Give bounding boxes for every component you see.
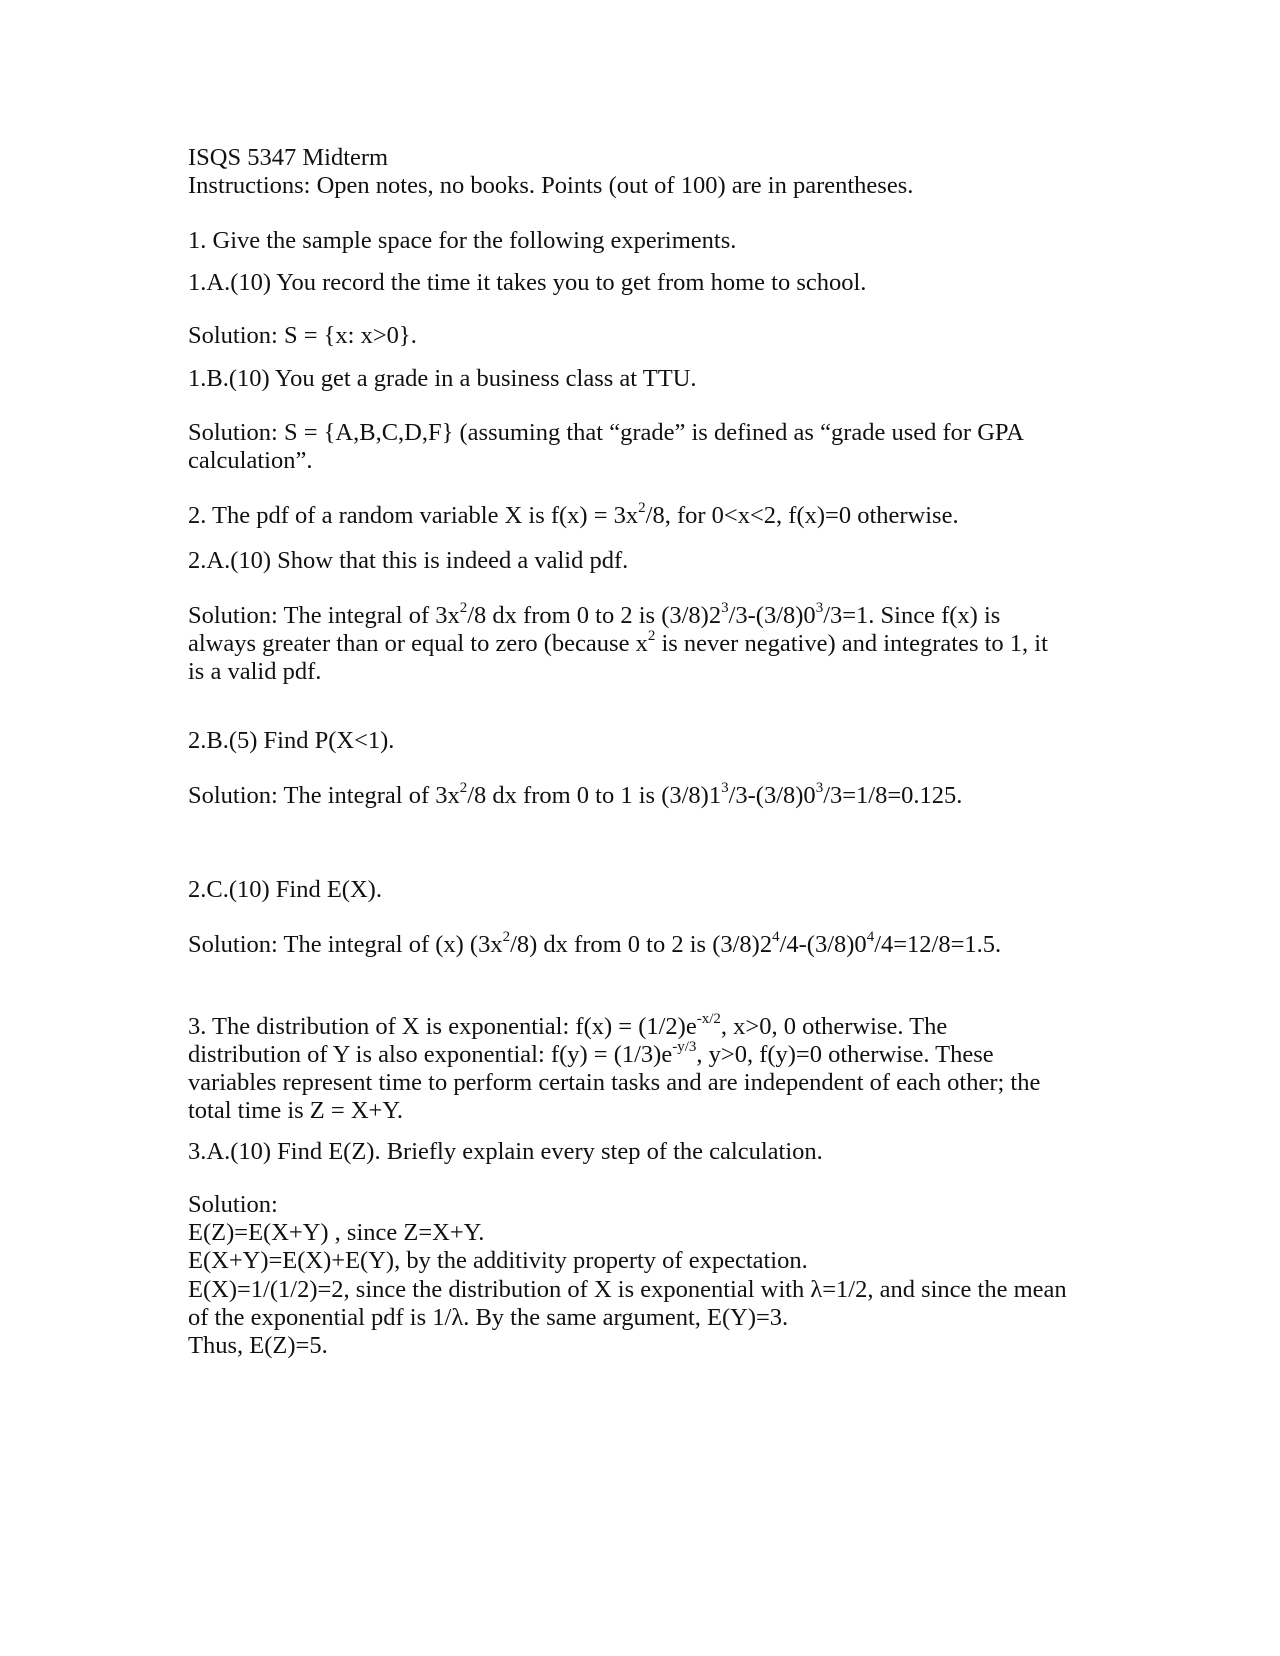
q2c-sol-exp1: 2 <box>502 928 511 945</box>
q3a-solution-line2: E(X+Y)=E(X)+E(Y), by the additivity property of expectation. <box>188 1247 808 1274</box>
q2c-sol-exp2: 4 <box>772 928 780 945</box>
q1-prompt: 1. Give the sample space for the following experiments. <box>188 227 737 254</box>
q3a-solution-line3: E(X)=1/(1/2)=2, since the distribution of X is exponential with λ=1/2, and since the mean <box>188 1276 1067 1303</box>
q1b-solution-line1: Solution: S = {A,B,C,D,F} (assuming that “grade” is defined as “grade used for GPA <box>188 419 1024 446</box>
q2c-solution <box>188 930 1001 959</box>
q3a-solution-label: Solution: <box>188 1191 278 1218</box>
q2-prompt-text-b: /8, for 0<x<2, f(x)=0 otherwise. <box>645 502 959 529</box>
q2b-sol-text-c: /3-(3/8)0 <box>728 782 816 809</box>
q2c-sol-text-d: /4=12/8=1.5. <box>874 931 1002 958</box>
q2a-sol1-text-d: /3=1. Since f(x) is <box>823 602 1001 629</box>
q2a-solution-line3: is a valid pdf. <box>188 658 322 685</box>
q2b-sol-exp3: 3 <box>815 779 824 796</box>
q3-l1-text-b: , x>0, 0 otherwise. The <box>720 1013 948 1040</box>
q3-line2 <box>188 1040 994 1069</box>
q3-l2-text-a: distribution of Y is also exponential: f(y) = (1/3)e <box>188 1041 673 1068</box>
q2a-solution-line1 <box>188 601 1000 630</box>
q3-line3: variables represent time to perform certain tasks and are independent of each other; the <box>188 1069 1041 1096</box>
q2a-solution-line2 <box>188 629 1048 658</box>
q2a-sol1-exp3: 3 <box>815 599 824 616</box>
q2-prompt-exponent: 2 <box>638 499 646 516</box>
q1b-question: 1.B.(10) You get a grade in a business class at TTU. <box>188 365 697 392</box>
q2b-solution <box>188 781 962 810</box>
q3-line1 <box>188 1012 947 1041</box>
q2a-sol1-text-a: Solution: The integral of 3x <box>188 602 460 629</box>
q2a-sol1-text-b: /8 dx from 0 to 2 is (3/8)2 <box>467 602 722 629</box>
instructions: Instructions: Open notes, no books. Points (out of 100) are in parentheses. <box>188 172 914 199</box>
exam-title: ISQS 5347 Midterm <box>188 144 389 171</box>
q2a-question: 2.A.(10) Show that this is indeed a valid pdf. <box>188 547 629 574</box>
q2b-sol-exp2: 3 <box>721 779 729 796</box>
q1a-question: 1.A.(10) You record the time it takes you to get from home to school. <box>188 269 867 296</box>
q1a-solution: Solution: S = {x: x>0}. <box>188 322 417 349</box>
q3a-solution-line4: of the exponential pdf is 1/λ. By the same argument, E(Y)=3. <box>188 1304 789 1331</box>
q3-l2-exp: -y/3 <box>672 1038 697 1055</box>
q2a-sol2-text-a: always greater than or equal to zero (because x <box>188 630 648 657</box>
q1b-solution-line2: calculation”. <box>188 447 313 474</box>
q2b-sol-exp1: 2 <box>459 779 468 796</box>
q2b-sol-text-d: /3=1/8=0.125. <box>823 782 963 809</box>
q2c-sol-exp3: 4 <box>866 928 875 945</box>
q2c-sol-text-c: /4-(3/8)0 <box>779 931 867 958</box>
q2c-sol-text-a: Solution: The integral of (x) (3x <box>188 931 503 958</box>
q2a-sol2-exp1: 2 <box>647 627 656 644</box>
q3a-solution-line1: E(Z)=E(X+Y) , since Z=X+Y. <box>188 1219 485 1246</box>
q2a-sol2-text-b: is never negative) and integrates to 1, it <box>655 630 1048 657</box>
q2a-sol1-text-c: /3-(3/8)0 <box>728 602 816 629</box>
q2a-sol1-exp1: 2 <box>459 599 468 616</box>
q2-prompt-text-a: 2. The pdf of a random variable X is f(x) = 3x <box>188 502 639 529</box>
q3-line4: total time is Z = X+Y. <box>188 1097 404 1124</box>
q3-l1-exp: -x/2 <box>696 1010 721 1027</box>
q2c-sol-text-b: /8) dx from 0 to 2 is (3/8)2 <box>510 931 773 958</box>
q2c-question: 2.C.(10) Find E(X). <box>188 876 382 903</box>
q3-l1-text-a: 3. The distribution of X is exponential: f(x) = (1/2)e <box>188 1013 697 1040</box>
q2a-sol1-exp2: 3 <box>721 599 729 616</box>
q3a-solution-line5: Thus, E(Z)=5. <box>188 1332 328 1359</box>
q2b-question: 2.B.(5) Find P(X<1). <box>188 727 395 754</box>
q2b-sol-text-a: Solution: The integral of 3x <box>188 782 460 809</box>
q2b-sol-text-b: /8 dx from 0 to 1 is (3/8)1 <box>467 782 722 809</box>
q3-l2-text-b: , y>0, f(y)=0 otherwise. These <box>696 1041 994 1068</box>
q2-prompt <box>188 501 959 530</box>
q3a-question: 3.A.(10) Find E(Z). Briefly explain every step of the calculation. <box>188 1138 823 1165</box>
